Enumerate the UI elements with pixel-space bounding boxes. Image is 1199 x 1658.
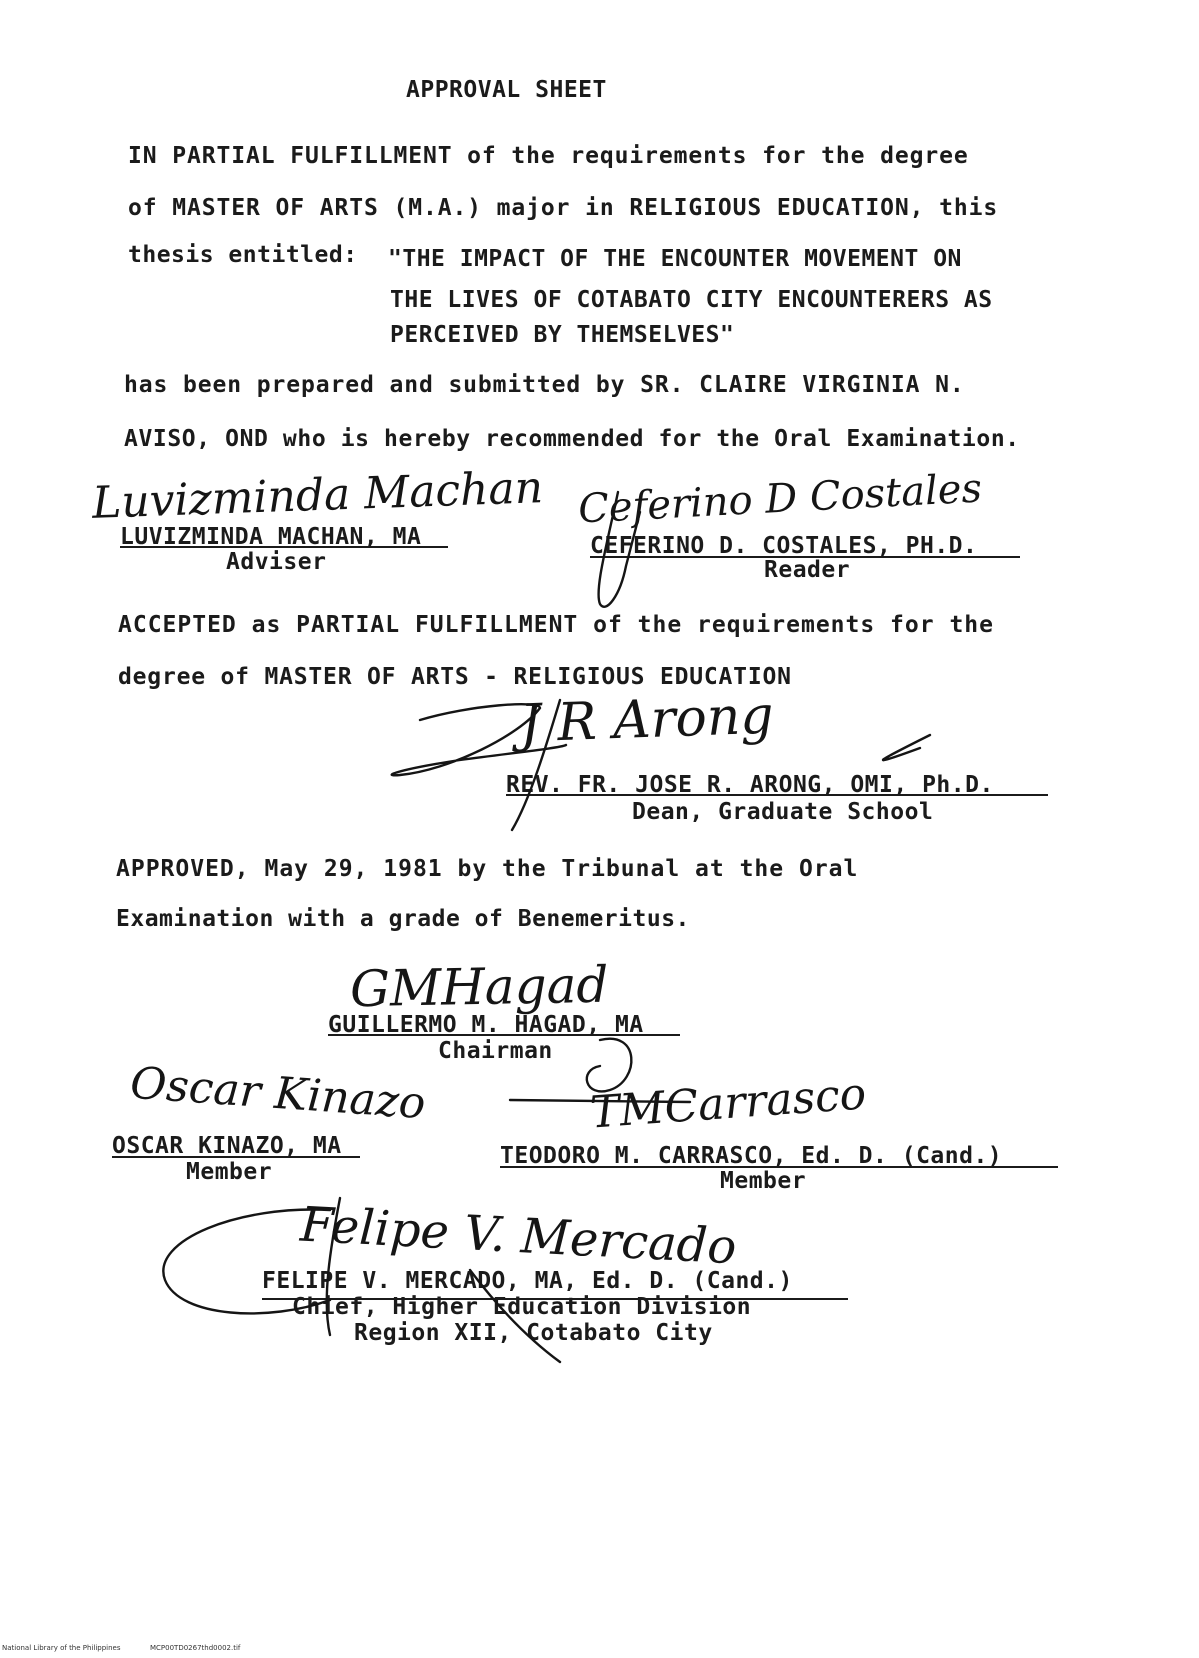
page-title: APPROVAL SHEET [406,77,607,103]
approval-line-1: APPROVED, May 29, 1981 by the Tribunal at the Oral [116,856,859,882]
dean-signature: J R Arong [519,685,775,755]
reader-signature: Ceferino D Costales [577,465,984,533]
recommendation-line-1: IN PARTIAL FULFILLMENT of the requirements for the degree [128,143,969,169]
reader-role: Reader [764,557,851,583]
adviser-role: Adviser [226,549,327,575]
member-2-name: TEODORO M. CARRASCO, Ed. D. (Cand.) [500,1143,1003,1169]
thesis-title-line-2: THE LIVES OF COTABATO CITY ENCOUNTERERS AS [390,287,993,313]
member-2-signature: TMCarrasco [588,1068,868,1139]
recommendation-line-2: of MASTER OF ARTS (M.A.) major in RELIGIOUS EDUCATION, this [128,195,999,221]
chairman-name: GUILLERMO M. HAGAD, MA [328,1012,644,1038]
adviser-signature: Luvizminda Machan [91,462,544,529]
thesis-title-line-1: "THE IMPACT OF THE ENCOUNTER MOVEMENT ON [388,246,962,272]
recommendation-line-3: thesis entitled: [128,242,358,268]
chairman-role: Chairman [438,1038,553,1064]
recommendation-closing-line-2: AVISO, OND who is hereby recommended for the Oral Examination. [124,426,1020,452]
recommendation-closing-line-1: has been prepared and submitted by SR. CLAIRE VIRGINIA N. [124,372,965,398]
approval-line-2: Examination with a grade of Benemeritus. [116,906,690,932]
member-1-signature: Oscar Kinazo [128,1057,428,1130]
acceptance-line-1: ACCEPTED as PARTIAL FULFILLMENT of the requirements for the [118,612,994,638]
division-chief-name: FELIPE V. MERCADO, MA, Ed. D. (Cand.) [262,1268,793,1294]
footer-library-name: National Library of the Philippines [2,1644,121,1652]
division-chief-role-line-2: Region XII, Cotabato City [354,1320,713,1346]
dean-role: Dean, Graduate School [632,799,934,825]
member-2-role: Member [720,1168,807,1194]
division-chief-signature: Felipe V. Mercado [298,1196,738,1276]
dean-name: REV. FR. JOSE R. ARONG, OMI, Ph.D. [506,772,994,798]
reader-name: CEFERINO D. COSTALES, PH.D. [590,533,978,559]
chairman-signature: GMHagad [349,955,609,1019]
thesis-title-line-3: PERCEIVED BY THEMSELVES" [390,322,735,348]
acceptance-line-2: degree of MASTER OF ARTS - RELIGIOUS EDUCATION [118,664,792,690]
member-1-role: Member [186,1159,273,1185]
division-chief-role-line-1: Chief, Higher Education Division [292,1294,752,1320]
adviser-name: LUVIZMINDA MACHAN, MA [120,524,422,550]
footer-file-id: MCP00TD0267thd0002.tif [150,1644,241,1652]
member-1-name: OSCAR KINAZO, MA [112,1133,342,1159]
